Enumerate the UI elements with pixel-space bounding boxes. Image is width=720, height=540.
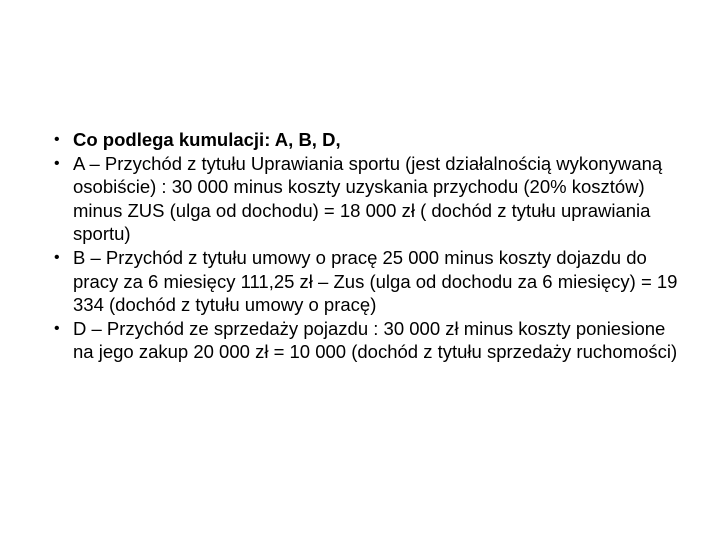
list-item-text: A – Przychód z tytułu Uprawiania sportu (jest działalnością wykonywaną osobiście) : 30 000 minus koszty uzyskania przychodu (20% kosztów) minus ZUS (ulga od dochodu) = 18 000 zł ( dochód z tytułu uprawiania sportu) [73, 152, 663, 245]
list-item-text: Co podlega kumulacji: A, B, D, [73, 129, 341, 150]
list-item-a [50, 152, 690, 246]
list-item-d [50, 317, 690, 364]
bullet-icon: • [54, 248, 60, 266]
list-item-text: D – Przychód ze sprzedaży pojazdu : 30 000 zł minus koszty poniesione na jego zakup 20 000 zł = 10 000 (dochód z tytułu sprzedaży ruchomości) [73, 317, 678, 363]
slide-content [50, 128, 690, 364]
bullet-icon: • [54, 154, 60, 172]
list-item-b [50, 246, 690, 317]
list-item-text: B – Przychód z tytułu umowy o pracę 25 000 minus koszty dojazdu do pracy za 6 miesięcy 111,25 zł – Zus (ulga od dochodu za 6 miesięcy) = 19 334 (dochód z tytułu umowy o pracę) [73, 246, 678, 316]
bullet-icon: • [54, 131, 60, 148]
bullet-list [50, 128, 690, 364]
list-item-heading [50, 128, 690, 152]
bullet-icon: • [54, 319, 60, 337]
